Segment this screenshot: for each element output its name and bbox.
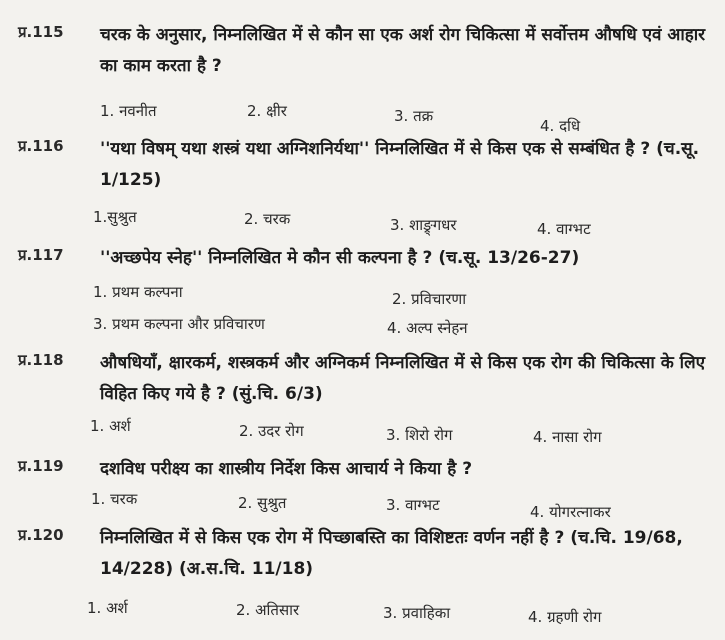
- option-4: 4. वाग्भट: [537, 220, 591, 238]
- question-number: प्र.115: [18, 23, 64, 41]
- question-number: प्र.119: [18, 457, 64, 475]
- option-2: 2. अतिसार: [236, 601, 300, 619]
- option-1: 1. चरक: [91, 490, 138, 508]
- option-1: 1. अर्श: [87, 599, 128, 617]
- option-3: 3. प्रथम कल्पना और प्रविचारण: [93, 315, 265, 333]
- option-3: 3. वाग्भट: [386, 496, 440, 514]
- question-text: औषधियाँ, क्षारकर्म, शस्त्रकर्म और अग्निकर्म निम्नलिखित में से किस एक रोग की चिकित्सा के लिए विहित किए गये है ? (सुं.चि. 6/3): [100, 353, 706, 404]
- question-number: प्र.120: [18, 526, 64, 544]
- option-3: 3. शिरो रोग: [386, 426, 453, 444]
- question-text: निम्नलिखित में से किस एक रोग में पिच्छाबस्ति का विशिष्टतः वर्णन नहीं है ? (च.चि. 19/68, 14/228) (अ.स.चि. 11/18): [100, 528, 683, 579]
- option-3: 3. तक्र: [394, 107, 434, 125]
- option-4: 4. अल्प स्नेहन: [387, 319, 468, 337]
- question-text: दशविध परीक्ष्य का शास्त्रीय निर्देश किस आचार्य ने किया है ?: [100, 459, 473, 479]
- question-number: प्र.118: [18, 351, 64, 369]
- option-3: 3. प्रवाहिका: [383, 604, 451, 622]
- option-4: 4. दधि: [540, 117, 581, 135]
- option-1: 1. प्रथम कल्पना: [93, 283, 183, 301]
- option-2: 2. चरक: [244, 210, 291, 228]
- option-1: 1.सुश्रुत: [93, 208, 137, 226]
- option-4: 4. योगरत्नाकर: [530, 503, 611, 521]
- option-1: 1. नवनीत: [100, 102, 157, 120]
- option-2: 2. उदर रोग: [239, 422, 304, 440]
- option-3: 3. शाङ्र्गधर: [390, 216, 457, 234]
- option-2: 2. सुश्रुत: [238, 494, 287, 512]
- option-2: 2. प्रविचारणा: [392, 290, 467, 308]
- question-number: प्र.117: [18, 246, 64, 264]
- question-text: ''अच्छपेय स्नेह'' निम्नलिखित मे कौन सी कल्पना है ? (च.सू. 13/26-27): [100, 248, 580, 268]
- question-text: चरक के अनुसार, निम्नलिखित में से कौन सा एक अर्श रोग चिकित्सा में सर्वोत्तम औषधि एवं आहार का काम करता है ?: [100, 25, 706, 76]
- option-4: 4. नासा रोग: [533, 428, 602, 446]
- option-2: 2. क्षीर: [247, 102, 287, 120]
- question-text: ''यथा विषम् यथा शस्त्रं यथा अग्निशनिर्यथा'' निम्नलिखित में से किस एक से सम्बंधित है ? (च.सू. 1/125): [100, 139, 700, 190]
- question-number: प्र.116: [18, 137, 64, 155]
- option-1: 1. अर्श: [90, 417, 131, 435]
- option-4: 4. ग्रहणी रोग: [528, 608, 602, 626]
